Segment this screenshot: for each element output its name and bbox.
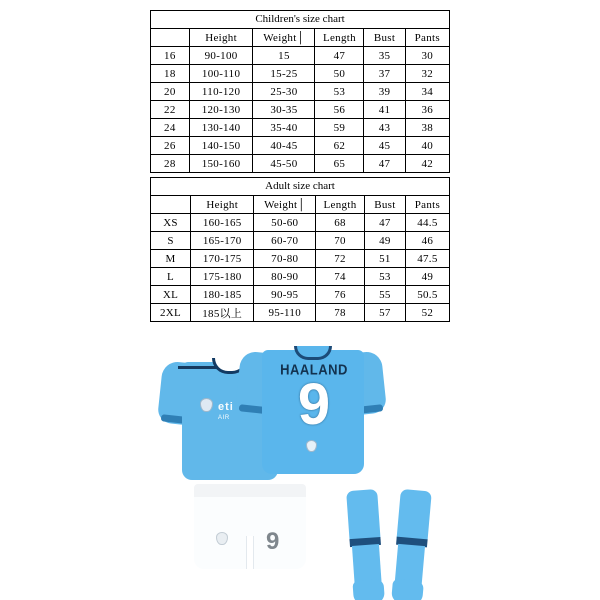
cell-length: 53 (315, 83, 364, 101)
cell-height: 130-140 (189, 119, 253, 137)
product-photo (0, 330, 600, 600)
cell-length: 70 (316, 232, 365, 250)
cell-height: 120-130 (189, 101, 253, 119)
table-row (151, 232, 450, 250)
col-header-pants: Pants (405, 29, 449, 47)
kit-group (160, 332, 390, 600)
cell-height: 175-180 (191, 268, 254, 286)
col-header-bust: Bust (364, 196, 405, 214)
col-header-weight: Weight│ (253, 29, 315, 47)
col-header-pants: Pants (405, 196, 449, 214)
cell-length: 72 (316, 250, 365, 268)
shorts-waistband (194, 484, 306, 498)
table-header-row (151, 196, 450, 214)
cell-pants: 40 (405, 137, 449, 155)
sock-foot (391, 579, 424, 600)
sponsor-sub-text: AIR (218, 415, 230, 421)
table-row (151, 250, 450, 268)
col-header-weight: Weight│ (254, 196, 316, 214)
cell-height: 140-150 (189, 137, 253, 155)
cell-weight: 45-50 (253, 155, 315, 173)
col-header-bust: Bust (364, 29, 405, 47)
cell-weight: 15-25 (253, 65, 315, 83)
sponsor-text: eti (218, 401, 234, 413)
table-row (151, 137, 450, 155)
cell-height: 185以上 (191, 304, 254, 322)
cell-size: 24 (151, 119, 190, 137)
cell-height: 170-175 (191, 250, 254, 268)
col-header-size (151, 29, 190, 47)
cell-bust: 53 (364, 268, 405, 286)
shorts-number-print: 9 (266, 528, 280, 555)
cell-size: 2XL (151, 304, 191, 322)
table-row (151, 83, 450, 101)
cell-height: 110-120 (189, 83, 253, 101)
cell-length: 78 (316, 304, 365, 322)
table-row (151, 155, 450, 173)
cell-length: 76 (316, 286, 365, 304)
cell-bust: 49 (364, 232, 405, 250)
cell-length: 50 (315, 65, 364, 83)
col-header-length: Length (316, 196, 365, 214)
cell-pants: 42 (405, 155, 449, 173)
children-size-chart (150, 10, 450, 173)
cell-weight: 40-45 (253, 137, 315, 155)
cell-pants: 38 (405, 119, 449, 137)
sock-foot (352, 579, 385, 600)
table-row (151, 65, 450, 83)
cell-weight: 30-35 (253, 101, 315, 119)
cell-size: S (151, 232, 191, 250)
cell-length: 65 (315, 155, 364, 173)
cell-height: 165-170 (191, 232, 254, 250)
sock-right (391, 489, 432, 600)
col-header-size (151, 196, 191, 214)
cell-weight: 35-40 (253, 119, 315, 137)
cell-bust: 45 (364, 137, 405, 155)
table-row (151, 304, 450, 322)
cell-weight: 15 (253, 47, 315, 65)
cell-bust: 51 (364, 250, 405, 268)
table-row (151, 101, 450, 119)
table-row (151, 119, 450, 137)
cell-pants: 30 (405, 47, 449, 65)
sock-top (346, 489, 381, 543)
children-chart-title: Children's size chart (150, 10, 450, 28)
cell-size: XL (151, 286, 191, 304)
cell-weight: 25-30 (253, 83, 315, 101)
cell-pants: 52 (405, 304, 449, 322)
col-header-height: Height (191, 196, 254, 214)
table-row (151, 214, 450, 232)
cell-bust: 47 (364, 155, 405, 173)
cell-bust: 39 (364, 83, 405, 101)
shorts (194, 484, 306, 570)
col-header-length: Length (315, 29, 364, 47)
cell-height: 100-110 (189, 65, 253, 83)
cell-bust: 37 (364, 65, 405, 83)
cell-pants: 49 (405, 268, 449, 286)
cell-bust: 41 (364, 101, 405, 119)
cell-size: 28 (151, 155, 190, 173)
adult-size-chart (150, 177, 450, 322)
sponsor-logo (218, 402, 234, 424)
sock-top (396, 489, 431, 544)
cell-length: 47 (315, 47, 364, 65)
cell-size: 16 (151, 47, 190, 65)
sock-left (346, 489, 385, 600)
cell-bust: 55 (364, 286, 405, 304)
cell-size: 18 (151, 65, 190, 83)
cell-bust: 57 (364, 304, 405, 322)
cell-pants: 36 (405, 101, 449, 119)
cell-weight: 80-90 (254, 268, 316, 286)
cell-length: 74 (316, 268, 365, 286)
cell-pants: 50.5 (405, 286, 449, 304)
cell-pants: 44.5 (405, 214, 449, 232)
adult-chart-title: Adult size chart (150, 177, 450, 195)
cell-bust: 35 (364, 47, 405, 65)
cell-height: 150-160 (189, 155, 253, 173)
socks-pair (350, 490, 436, 600)
cell-weight: 50-60 (254, 214, 316, 232)
table-row (151, 286, 450, 304)
cell-length: 68 (316, 214, 365, 232)
cell-size: 20 (151, 83, 190, 101)
cell-height: 160-165 (191, 214, 254, 232)
cell-weight: 95-110 (254, 304, 316, 322)
cell-pants: 46 (405, 232, 449, 250)
cell-bust: 47 (364, 214, 405, 232)
jersey-back (238, 332, 388, 482)
cell-weight: 60-70 (254, 232, 316, 250)
cell-length: 62 (315, 137, 364, 155)
cell-size: L (151, 268, 191, 286)
children-size-chart-wrap (150, 10, 450, 173)
shorts-split (246, 536, 254, 569)
cell-length: 56 (315, 101, 364, 119)
cell-pants: 47.5 (405, 250, 449, 268)
cell-size: 26 (151, 137, 190, 155)
col-header-height: Height (189, 29, 253, 47)
cell-weight: 90-95 (254, 286, 316, 304)
cell-weight: 70-80 (254, 250, 316, 268)
player-name-print: HAALAND (280, 360, 348, 379)
cell-pants: 34 (405, 83, 449, 101)
cell-pants: 32 (405, 65, 449, 83)
cell-size: M (151, 250, 191, 268)
adult-size-chart-wrap (150, 177, 450, 322)
table-row (151, 47, 450, 65)
player-number-print: 9 (297, 372, 331, 437)
cell-size: XS (151, 214, 191, 232)
cell-size: 22 (151, 101, 190, 119)
cell-length: 59 (315, 119, 364, 137)
cell-bust: 43 (364, 119, 405, 137)
table-header-row (151, 29, 450, 47)
cell-height: 90-100 (189, 47, 253, 65)
shoulder-stripe-left (178, 366, 218, 369)
cell-height: 180-185 (191, 286, 254, 304)
table-row (151, 268, 450, 286)
